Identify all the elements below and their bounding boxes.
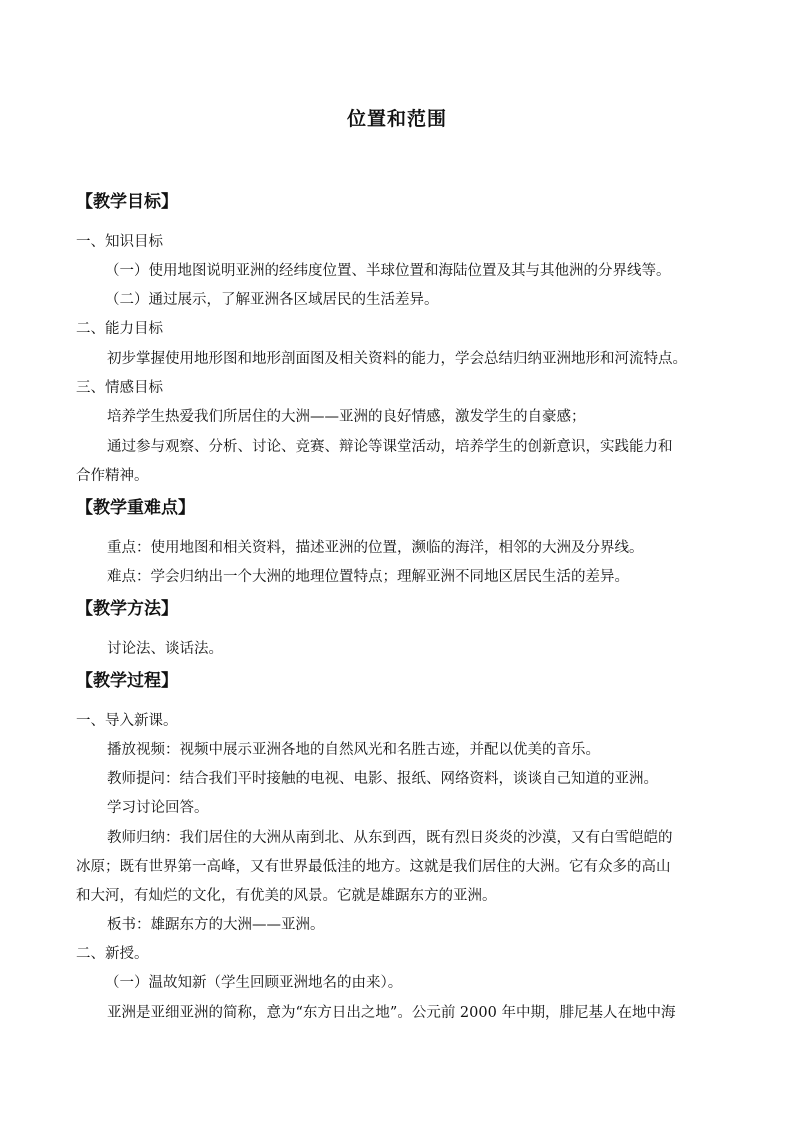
process-paragraph-4-line-3: 和大河，有灿烂的文化，有优美的风景。它就是雄踞东方的亚洲。 bbox=[76, 888, 497, 904]
new-lesson-heading: 二、新授。 bbox=[76, 946, 149, 962]
document-title: 位置和范围 bbox=[346, 108, 447, 130]
methods-text: 讨论法、谈话法。 bbox=[107, 641, 223, 657]
intro-heading: 一、导入新课。 bbox=[76, 713, 178, 729]
key-point: 重点：使用地图和相关资料，描述亚洲的位置，濒临的海洋，相邻的大洲及分界线。 bbox=[107, 540, 644, 556]
difficult-point: 难点：学会归纳出一个大洲的地理位置特点；理解亚洲不同地区居民生活的差异。 bbox=[107, 569, 629, 585]
knowledge-item-2: （二）通过展示，了解亚洲各区域居民的生活差异。 bbox=[105, 292, 439, 308]
process-paragraph-2: 教师提问：结合我们平时接触的电视、电影、报纸、网络资料，谈谈自己知道的亚洲。 bbox=[107, 771, 658, 787]
emotion-heading: 三、情感目标 bbox=[76, 380, 163, 396]
new-lesson-sub-1: （一）温故知新（学生回顾亚洲地名的由来）。 bbox=[105, 975, 403, 991]
emotion-item-2-line-1: 通过参与观察、分析、讨论、竞赛、辩论等课堂活动，培养学生的创新意识，实践能力和 bbox=[107, 439, 673, 455]
process-paragraph-3: 学习讨论回答。 bbox=[107, 800, 209, 816]
knowledge-heading: 一、知识目标 bbox=[76, 234, 163, 250]
heading-methods: 【教学方法】 bbox=[76, 599, 178, 619]
ability-item-1: 初步掌握使用地形图和地形剖面图及相关资料的能力，学会总结归纳亚洲地形和河流特点。 bbox=[107, 351, 687, 367]
process-paragraph-5: 板书：雄踞东方的大洲——亚洲。 bbox=[107, 917, 325, 933]
knowledge-item-1: （一）使用地图说明亚洲的经纬度位置、半球位置和海陆位置及其与其他洲的分界线等。 bbox=[105, 263, 671, 279]
heading-objectives: 【教学目标】 bbox=[76, 192, 178, 212]
process-paragraph-6: 亚洲是亚细亚洲的简称，意为“东方日出之地”。公元前 2000 年中期，腓尼基人在地中海 bbox=[107, 1005, 676, 1021]
emotion-item-1: 培养学生热爱我们所居住的大洲——亚洲的良好情感，激发学生的自豪感； bbox=[107, 409, 586, 425]
ability-heading: 二、能力目标 bbox=[76, 321, 163, 337]
process-paragraph-4-line-2: 冰原；既有世界第一高峰，又有世界最低洼的地方。这就是我们居住的大洲。它有众多的高山 bbox=[76, 859, 671, 875]
heading-key-points: 【教学重难点】 bbox=[76, 498, 195, 518]
emotion-item-2-line-2: 合作精神。 bbox=[76, 468, 149, 484]
heading-process: 【教学过程】 bbox=[76, 671, 178, 691]
process-paragraph-1: 播放视频：视频中展示亚洲各地的自然风光和名胜古迹，并配以优美的音乐。 bbox=[107, 742, 600, 758]
process-paragraph-4-line-1: 教师归纳：我们居住的大洲从南到北、从东到西，既有烈日炎炎的沙漠，又有白雪皑皑的 bbox=[107, 830, 673, 846]
